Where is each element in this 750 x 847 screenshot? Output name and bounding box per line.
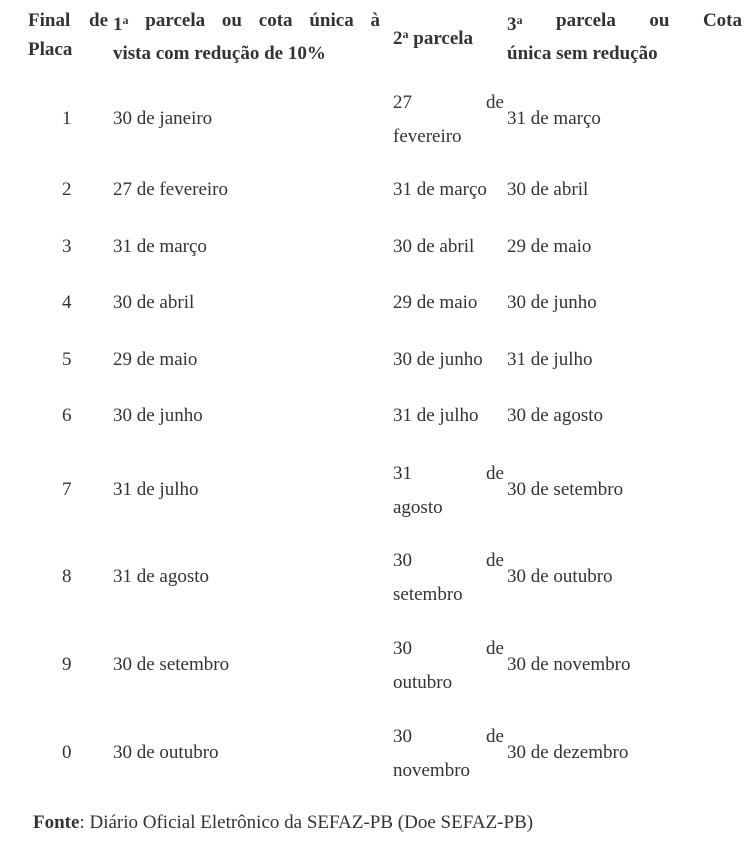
cell-segunda: 31 de julho: [393, 405, 479, 426]
header-sup: a: [516, 13, 523, 27]
cell-placa: 8: [62, 566, 72, 587]
cell-placa: 2: [62, 179, 72, 200]
cell-primeira: 30 de abril: [113, 292, 195, 313]
header-segunda-parcela: 2$^a$ parcela: [393, 27, 474, 49]
cell-placa: 0: [62, 742, 72, 763]
header-word: única: [309, 10, 354, 31]
header-word: ou: [221, 10, 242, 31]
cell-segunda: 30 de junho: [393, 349, 483, 370]
cell-placa: 1: [62, 108, 72, 129]
header-sup: a: [402, 27, 409, 41]
cell-placa: 7: [62, 479, 72, 500]
cell-terceira: 30 de dezembro: [507, 742, 629, 763]
cell-terceira: 29 de maio: [507, 236, 592, 257]
cell-terceira: 30 de outubro: [507, 566, 613, 587]
cell-primeira: 30 de outubro: [113, 742, 219, 763]
header-word: ou: [649, 10, 670, 31]
cell-primeira: 29 de maio: [113, 349, 198, 370]
cell-primeira: 31 de março: [113, 236, 207, 257]
header-line: Placa: [28, 39, 73, 60]
cell-primeira: 30 de junho: [113, 405, 203, 426]
cell-placa: 6: [62, 405, 72, 426]
cell-terceira: 30 de novembro: [507, 654, 631, 675]
header-primeira-parcela: [113, 6, 380, 68]
header-word: parcela: [145, 10, 206, 31]
cell-segunda: 29 de maio: [393, 292, 478, 313]
cell-primeira: 31 de agosto: [113, 566, 210, 587]
cell-segunda: 30 de abril: [393, 236, 475, 257]
cell-primeira: 30 de janeiro: [113, 108, 213, 129]
source-label: Fonte: [33, 812, 80, 833]
header-word: parcela: [556, 10, 616, 31]
source-note: [33, 812, 533, 834]
cell-primeira: 27 de fevereiro: [113, 179, 228, 200]
source-text: : Diário Oficial Eletrônico da SEFAZ-PB (Doe SEFAZ-PB): [79, 812, 534, 833]
header-word: 3a: [507, 6, 523, 39]
cell-primeira: 30 de setembro: [113, 654, 230, 675]
table-row: 1 30 de janeiro 27 de fevereiro 31 de março: [62, 92, 601, 147]
header-line: vista com redução de 10%: [113, 43, 326, 64]
header-word: Cota: [702, 10, 742, 31]
cell-segunda: 31 de março: [393, 179, 487, 200]
cell-terceira: 30 de abril: [507, 179, 589, 200]
header-word: Final: [28, 10, 71, 31]
cell-terceira: 30 de junho: [507, 292, 597, 313]
header-word: cota: [258, 10, 293, 31]
header-word: à: [370, 10, 380, 31]
header-final-placa: [28, 6, 108, 64]
cell-terceira: 30 de agosto: [507, 405, 604, 426]
header-word: de: [89, 10, 108, 31]
header-sup: a: [122, 13, 129, 27]
cell-primeira: 31 de julho: [113, 479, 199, 500]
header-terceira-parcela: [507, 6, 742, 68]
cell-placa: 5: [62, 349, 72, 370]
header-line: única sem redução: [507, 43, 658, 64]
cell-terceira: 31 de março: [507, 108, 601, 129]
cell-placa: 9: [62, 654, 72, 675]
table-header: [0, 0, 750, 70]
cell-placa: 3: [62, 236, 72, 257]
cell-terceira: 31 de julho: [507, 349, 593, 370]
cell-placa: 4: [62, 292, 72, 313]
header-word: 1a: [113, 6, 129, 39]
cell-terceira: 30 de setembro: [507, 479, 624, 500]
